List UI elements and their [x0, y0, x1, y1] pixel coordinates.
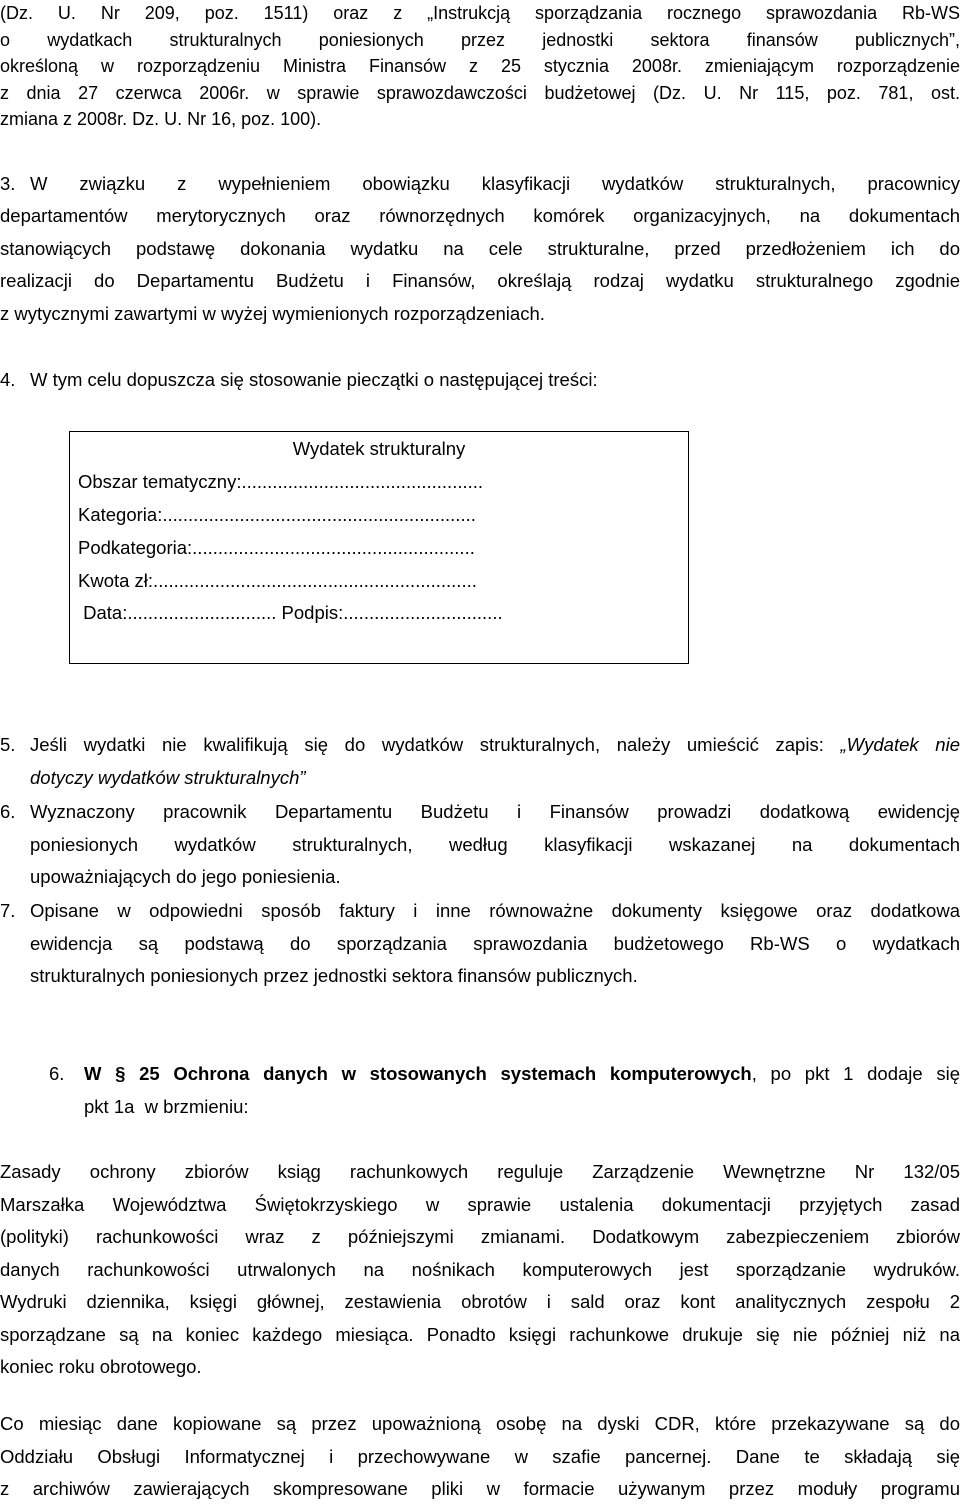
item-5-italic-cont: dotyczy wydatków strukturalnych”	[30, 766, 306, 788]
para-b-line: Co miesiąc dane kopiowane są przez upoważnioną osobę na dyski CDR, które przekazywane są do	[0, 1413, 960, 1434]
para-a-line: Wydruki dziennika, księgi głównej, zestawienia obrotów i sald oraz kont analitycznych zespołu 2	[0, 1291, 960, 1312]
intro-line: z dnia 27 czerwca 2006r. w sprawie sprawozdawczości budżetowej (Dz. U. Nr 115, poz. 781, ost.	[0, 82, 960, 103]
paragraph-a	[0, 1156, 960, 1384]
item-7-line: ewidencja są podstawą do sporządzania sprawozdania budżetowego Rb-WS o wydatkach	[30, 932, 960, 954]
para-b-line: z archiwów zawierających skompresowane pliki w formacie używanym przez moduły programu	[0, 1478, 960, 1499]
item-number: 4.	[0, 369, 16, 390]
para-b-line: Oddziału Obsługi Informatycznej i przechowywane w szafie pancernej. Dane te składają się	[0, 1445, 960, 1467]
section-6-rest: , po pkt 1 dodaje się	[751, 1063, 960, 1084]
item-number: 5.	[0, 734, 16, 755]
intro-line: określoną w rozporządzeniu Ministra Finansów z 25 stycznia 2008r. zmieniającym rozporządzenie	[0, 56, 960, 76]
stamp-row: Obszar tematyczny:...............................................	[78, 471, 484, 492]
item-3-line: departamentów merytorycznych oraz równorzędnych komórek organizacyjnych, na dokumentach	[0, 205, 960, 226]
item-3-line: realizacji do Departamentu Budżetu i Finansów, określają rodzaj wydatku strukturalnego zgodnie	[0, 270, 960, 291]
section-6-line-2: pkt 1a w brzmieniu:	[84, 1095, 249, 1117]
item-3-continuation	[0, 200, 960, 330]
stamp-title: Wydatek strukturalny	[292, 438, 466, 459]
stamp-row: Kwota zł:...............................................................	[78, 570, 477, 591]
item-3-line: stanowiących podstawę dokonania wydatku na cele strukturalne, przed przedłożeniem ich do	[0, 237, 960, 259]
stamp-row: Kategoria:.............................................................	[78, 504, 476, 525]
para-a-line: sporządzane są na koniec każdego miesiąca. Ponadto księgi rachunkowe drukuje się nie później niż na	[0, 1323, 960, 1345]
item-6-line: upoważniających do jego poniesienia.	[30, 866, 341, 887]
item-3-line: W związku z wypełnieniem obowiązku klasyfikacji wydatków strukturalnych, pracownicy	[30, 173, 960, 194]
section-6-bold: W § 25 Ochrona danych w stosowanych systemach komputerowych	[84, 1063, 752, 1084]
item-6-line: poniesionych wydatków strukturalnych, według klasyfikacji wskazanej na dokumentach	[30, 833, 960, 855]
section-number: 6.	[49, 1063, 65, 1084]
para-a-line: koniec roku obrotowego.	[0, 1356, 202, 1377]
item-5-italic: „Wydatek nie	[840, 734, 960, 755]
item-5-text: Jeśli wydatki nie kwalifikują się do wydatków strukturalnych, należy umieścić zapis:	[30, 734, 841, 755]
item-3-line: z wytycznymi zawartymi w wyżej wymienionych rozporządzeniach.	[0, 302, 545, 324]
item-7-line: strukturalnych poniesionych przez jednostki sektora finansów publicznych.	[30, 965, 638, 986]
intro-line: o wydatkach strukturalnych poniesionych przez jednostki sektora finansów publicznych”,	[0, 29, 960, 50]
para-a-line: (polityki) rachunkowości wraz z późniejszymi zmianami. Dodatkowym zabezpieczeniem zbiorów	[0, 1226, 960, 1247]
stamp-row: Podkategoria:.......................................................	[78, 537, 475, 558]
item-4-text: W tym celu dopuszcza się stosowanie pieczątki o następującej treści:	[30, 369, 598, 390]
item-number: 3.	[0, 173, 16, 194]
intro-line: zmiana z 2008r. Dz. U. Nr 16, poz. 100).	[0, 109, 322, 129]
stamp-box	[69, 431, 689, 664]
para-a-line: Marszałka Województwa Świętokrzyskiego w sprawie ustalenia dokumentacji przyjętych zasad	[0, 1193, 960, 1215]
item-7-line: Opisane w odpowiedni sposób faktury i inne równoważne dokumenty księgowe oraz dodatkowa	[30, 900, 960, 921]
intro-paragraph	[0, 0, 960, 133]
item-number: 7.	[0, 900, 16, 921]
item-5-line	[30, 729, 960, 762]
para-a-line: danych rachunkowości utrwalonych na nośnikach komputerowych jest sporządzanie wydruków.	[0, 1258, 960, 1280]
stamp-row: Data:............................. Podpis:...............................	[78, 602, 503, 623]
item-6-line: Wyznaczony pracownik Departamentu Budżetu i Finansów prowadzi dodatkową ewidencję	[30, 801, 960, 822]
intro-line: (Dz. U. Nr 209, poz. 1511) oraz z „Instrukcją sporządzania rocznego sprawozdania Rb-WS	[0, 3, 960, 23]
item-number: 6.	[0, 801, 16, 822]
section-6-line	[84, 1058, 960, 1091]
paragraph-b	[0, 1408, 960, 1506]
para-a-line: Zasady ochrony zbiorów ksiąg rachunkowych reguluje Zarządzenie Wewnętrzne Nr 132/05	[0, 1161, 960, 1182]
